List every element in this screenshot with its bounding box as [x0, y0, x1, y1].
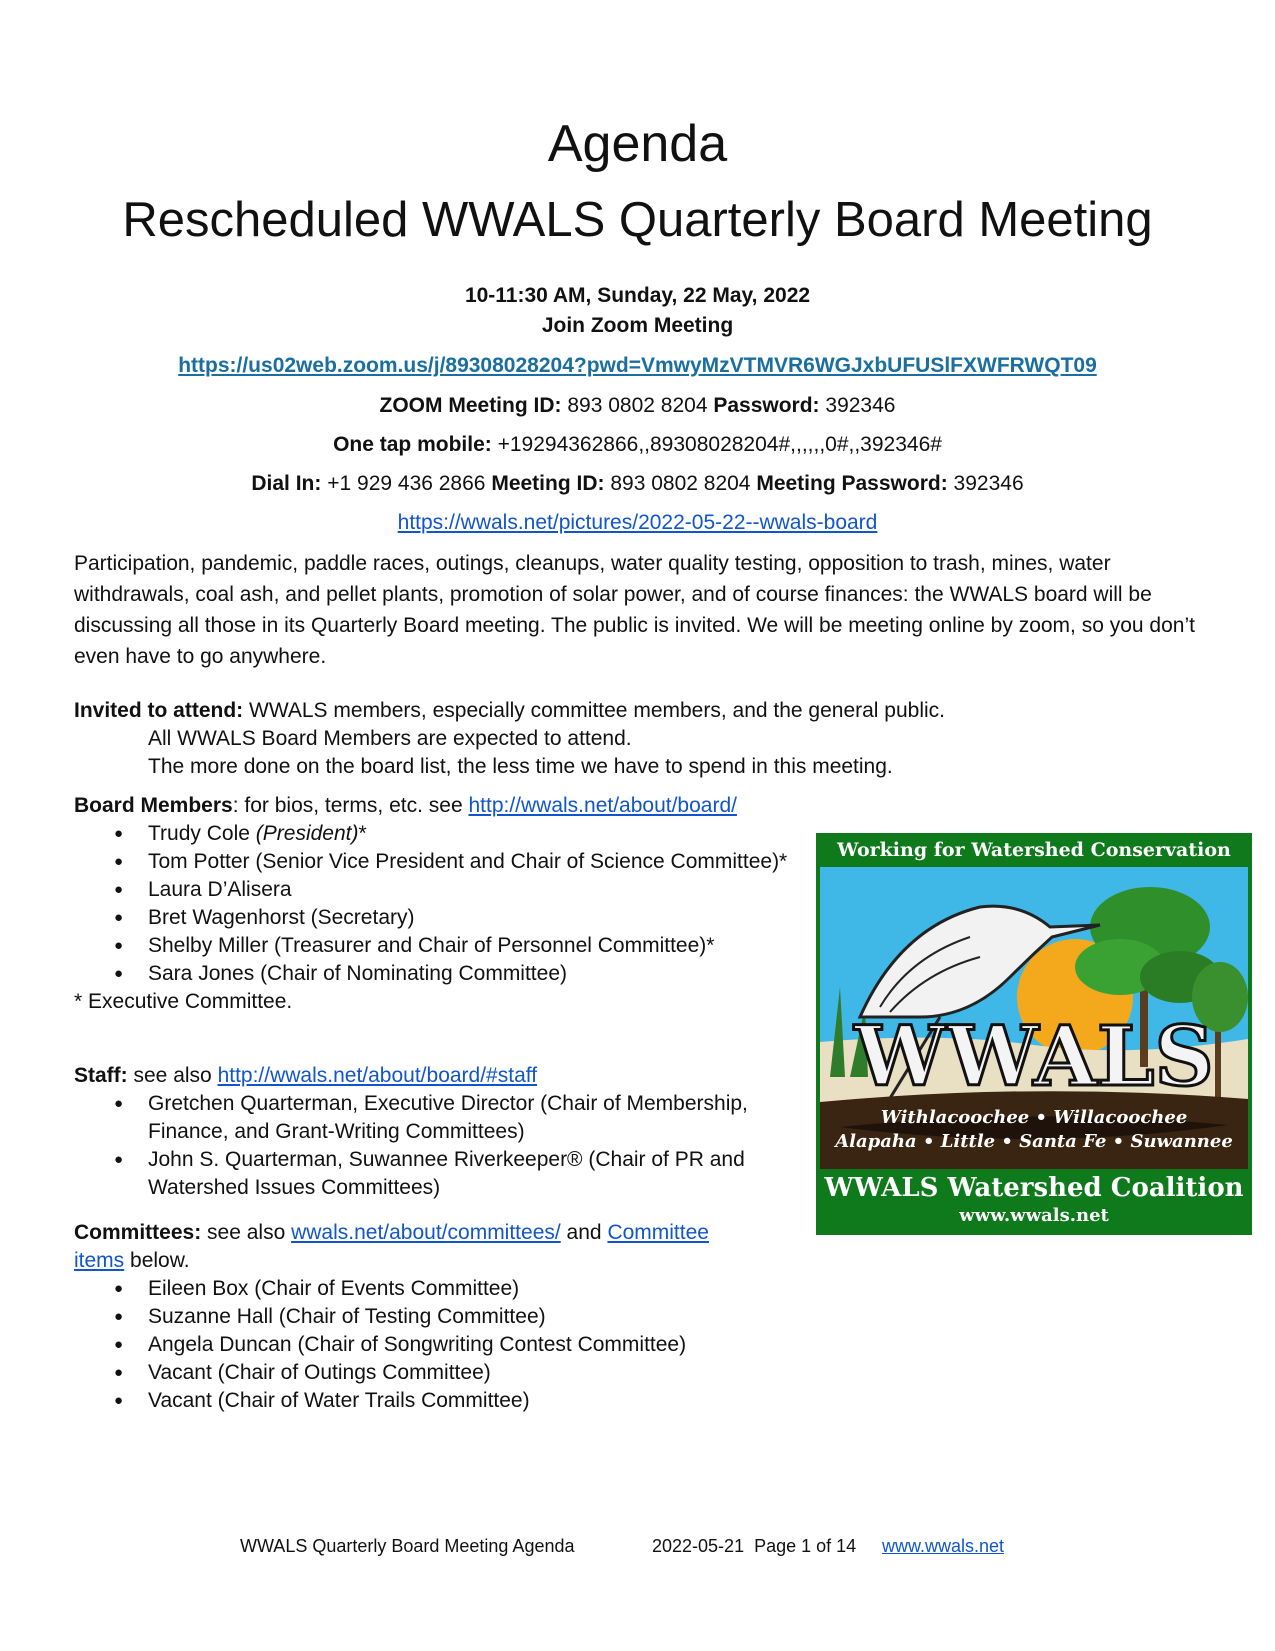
list-item: ● Bret Wagenhorst (Secretary) [74, 904, 794, 932]
logo-wordmark: WWALS [854, 1013, 1214, 1105]
one-tap-value: +19294362866,,89308028204#,,,,,,0#,,392346# [497, 433, 942, 456]
dial-in-line: Dial In: +1 929 436 2866 Meeting ID: 893 0802 8204 Meeting Password: 392346 [251, 472, 1024, 495]
zoom-meeting-id-line: ZOOM Meeting ID: 893 0802 8204 Password: 392346 [379, 394, 896, 417]
committee-items-link-cont[interactable]: items [74, 1249, 125, 1272]
meeting-datetime: 10-11:30 AM, Sunday, 22 May, 2022 [464, 284, 811, 307]
list-item: ● Sara Jones (Chair of Nominating Committee) [74, 960, 794, 988]
wwals-logo [816, 833, 1252, 1235]
list-item: ● Suzanne Hall (Chair of Testing Committee) [74, 1303, 774, 1331]
logo-footer [816, 1171, 1252, 1227]
zoom-link-line [0, 352, 1275, 380]
pictures-link-line [0, 509, 1275, 537]
invited-section: Invited to attend: WWALS members, especially committee members, and the general public. All WWALS Board Members are expected to attend. The more done on the board list, the less time we have to spend in this meeting. [74, 699, 946, 778]
list-item: ● John S. Quarterman, Suwannee Riverkeeper® (Chair of PR and Watershed Issues Committees) [74, 1146, 794, 1202]
committee-items-link[interactable]: Committee [607, 1221, 709, 1244]
join-zoom-label: Join Zoom Meeting [541, 314, 734, 337]
logo-url: www.wwals.net [959, 1205, 1109, 1226]
list-item: ● Vacant (Chair of Outings Committee) [74, 1359, 774, 1387]
list-item: ● Shelby Miller (Treasurer and Chair of Personnel Committee)* [74, 932, 794, 960]
logo-rivers-1: Withlacoochee • Willacoochee [880, 1107, 1188, 1128]
board-list [74, 820, 794, 988]
list-item: ● Vacant (Chair of Water Trails Committee) [74, 1387, 774, 1415]
executive-note: * Executive Committee. [74, 990, 293, 1013]
board-link[interactable]: http://wwals.net/about/board/ [468, 794, 737, 817]
logo-name: WWALS Watershed Coalition [824, 1173, 1244, 1203]
logo-wordmark-layer [816, 1013, 1252, 1173]
one-tap-line: One tap mobile: +19294362866,,89308028204#,,,,,,0#,,392346# [333, 433, 942, 456]
committees-section: Committees: see also wwals.net/about/committees/ and Committee items below. ● Eileen Box (Chair of Events Committee) ● Suzanne Hall (Chair of Testing Committee) ● Angela Duncan (Chair of Songwriting Contest Committee) ● Vacant (Chair of Outings Committee) ● Vacant (Chair of Water Trails Committee) [74, 1219, 774, 1415]
list-item: ● Gretchen Quarterman, Executive Director (Chair of Membership, Finance, and Grant-Writing Committees) [74, 1090, 794, 1146]
footer-doc-title: WWALS Quarterly Board Meeting Agenda [240, 1536, 575, 1556]
committees-list [74, 1275, 774, 1415]
page-title: Agenda [547, 115, 728, 173]
meeting-title: Rescheduled WWALS Quarterly Board Meeting [122, 193, 1153, 247]
zoom-link[interactable]: https://us02web.zoom.us/j/89308028204?pwd=VmwyMzVTMVR6WGJxbUFUSlFXWFRWQT09 [178, 354, 1097, 377]
staff-section: Staff: see also http://wwals.net/about/board/#staff ● Gretchen Quarterman, Executive Director (Chair of Membership, Finance, and Grant-Writing Committees) ● John S. Quarterman, Suwannee Riverkeeper® (Chair of PR and Watershed Issues Committees) [74, 1062, 794, 1202]
list-item: ● Laura D’Alisera [74, 876, 794, 904]
meeting-id: 893 0802 8204 [567, 394, 708, 417]
meeting-password: 392346 [825, 394, 896, 417]
logo-tagline: Working for Watershed Conservation [837, 839, 1231, 861]
board-section: Board Members: for bios, terms, etc. see http://wwals.net/about/board/ ● Trudy Cole (President)* ● Tom Potter (Senior Vice President and Chair of Science Committee)* ● Laura D’Alisera ● Bret Wagenhorst (Secretary) ● Shelby Miller (Treasurer and Chair of Personnel Committee)* ● Sara Jones (Chair of Nominating Committee) * Executive Committee. [74, 792, 794, 1016]
staff-list [74, 1090, 794, 1202]
logo-rivers-2: Alapaha • Little • Santa Fe • Suwannee [835, 1131, 1233, 1152]
staff-link[interactable]: http://wwals.net/about/board/#staff [217, 1064, 538, 1087]
list-item: ● Trudy Cole (President)* [74, 820, 794, 848]
footer-site [882, 1534, 1004, 1558]
footer-site-link[interactable]: www.wwals.net [882, 1536, 1005, 1556]
footer-date-page: 2022-05-21 Page 1 of 14 [652, 1536, 857, 1556]
intro-paragraph: Participation, pandemic, paddle races, outings, cleanups, water quality testing, opposition to trash, mines, water withdrawals, coal ash, and pellet plants, promotion of solar power, and of course finances: the WWALS board will be discussing all those in its Quarterly Board meeting. The public is invited. We will be meeting online by zoom, so you don’t even have to go anywhere. [74, 552, 1195, 668]
list-item: ● Tom Potter (Senior Vice President and Chair of Science Committee)* [74, 848, 794, 876]
list-item: ● Eileen Box (Chair of Events Committee) [74, 1275, 774, 1303]
pictures-link[interactable]: https://wwals.net/pictures/2022-05-22--wwals-board [397, 511, 878, 534]
committees-link[interactable]: wwals.net/about/committees/ [291, 1221, 561, 1244]
list-item: ● Angela Duncan (Chair of Songwriting Contest Committee) [74, 1331, 774, 1359]
